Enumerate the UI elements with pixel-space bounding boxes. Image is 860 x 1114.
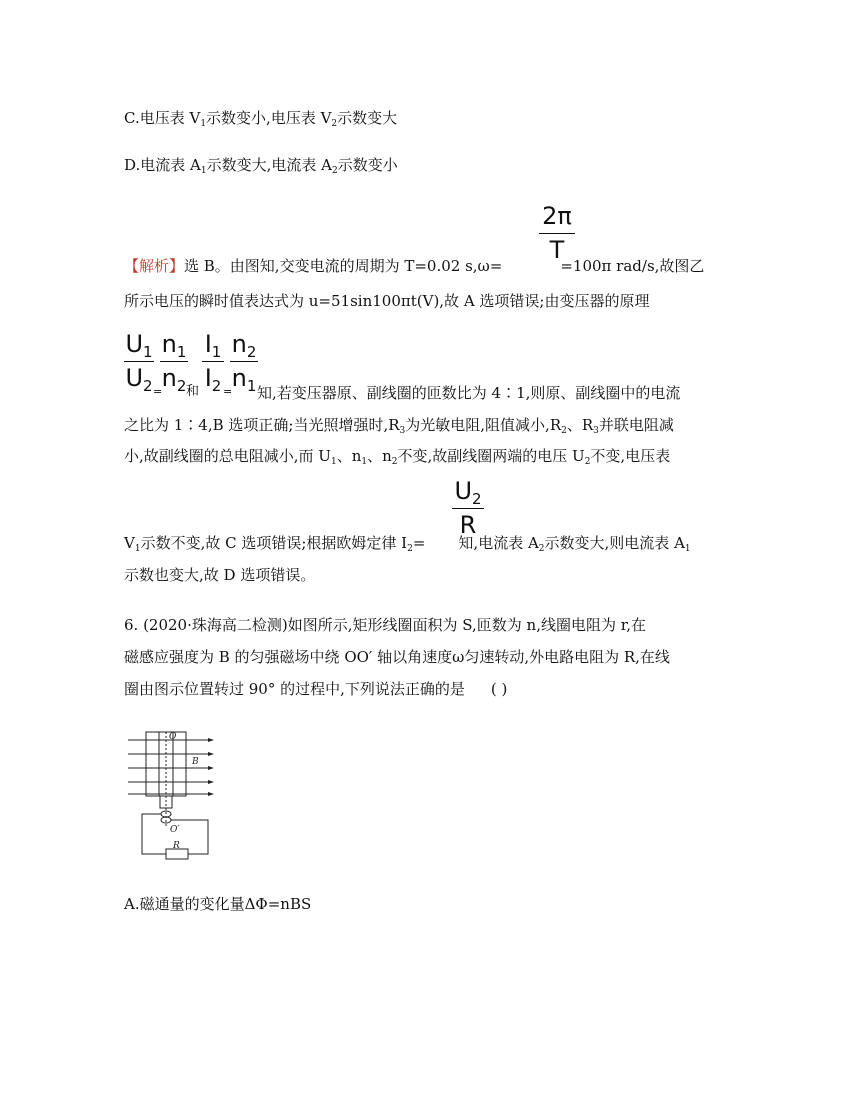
arrow-head-4 bbox=[208, 780, 214, 784]
arrow-head-5 bbox=[208, 792, 214, 796]
equals-1: = bbox=[153, 385, 163, 398]
analysis-line-4: 之比为 1∶4,B 选项正确;当光照增强时$,R_3$为光敏电阻,阻值减小$,R_2$、$R_3$并联电阻减 bbox=[124, 416, 674, 436]
analysis-tag: 【解析】 bbox=[124, 257, 185, 275]
answer-bracket: ( ) bbox=[490, 680, 508, 698]
question-6-line-3: 圈由图示位置转过 90° 的过程中,下列说法正确的是 ( ) bbox=[124, 680, 508, 698]
analysis-line-5: 小,故副线圈的总电阻减小,而 $U_1$、$n_1$、$n_2$不变,故副线圈两端的电压 $U_2$不变,电压表 bbox=[124, 447, 671, 467]
label-r: R bbox=[173, 841, 180, 851]
coil-figure bbox=[128, 728, 218, 860]
label-b: B bbox=[192, 757, 199, 767]
fraction-n1-n2: $n_1$ $n_2$ bbox=[161, 330, 187, 395]
question-6-line-1: 6. (2020·珠海高二检测)如图所示,矩形线圈面积为 S,匝数为 n,线圈电阻为 r,在 bbox=[124, 616, 647, 634]
analysis-line-2: 所示电压的瞬时值表达式为 u=51sin100πt(V),故 A 选项错误;由变压器的原理 bbox=[124, 292, 650, 310]
fraction-omega: 2π T bbox=[539, 202, 575, 264]
arrow-head-2 bbox=[208, 752, 214, 756]
equals-2: = bbox=[223, 385, 233, 398]
option-a: A.磁通量的变化量ΔΦ=nBS bbox=[124, 895, 312, 913]
analysis-line-6: $V_1$示数不变,故 C 选项错误;根据欧姆定律 $I_2=$ 知,电流表 $A_2$示数变大,则电流表 $A_1$ bbox=[124, 534, 691, 554]
label-o: O bbox=[169, 732, 177, 742]
analysis-line-3: 知,若变压器原、副线圈的匝数比为 4∶1,则原、副线圈中的电流 bbox=[257, 384, 681, 402]
arrow-head-3 bbox=[208, 766, 214, 770]
fraction-i1-i2: $I_1$ $I_2$ bbox=[202, 330, 224, 392]
fraction-u1-u2: $U_1$ $U_2$ bbox=[125, 330, 153, 395]
analysis-line-7: 示数也变大,故 D 选项错误。 bbox=[124, 566, 316, 584]
option-c: C.电压表 $V_1$示数变小,电压表 $V_2$示数变大 bbox=[124, 109, 398, 129]
arrow-head-1 bbox=[208, 738, 214, 742]
label-o-prime: O′ bbox=[170, 825, 180, 835]
option-d: D.电流表 $A_1$示数变大,电流表 $A_2$示数变小 bbox=[124, 156, 398, 176]
fraction-u2-r: $U_2$ R bbox=[452, 477, 484, 539]
question-6-line-2: 磁感应强度为 B 的匀强磁场中绕 OO′ 轴以角速度ω匀速转动,外电路电阻为 R,在线 bbox=[124, 648, 670, 666]
fraction-n2-n1: $n_2$ $n_1$ bbox=[231, 330, 257, 395]
analysis-line-1: 【解析】选 B。由图知,交变电流的周期为 T=0.02 s,ω= =100π rad/s,故图乙 bbox=[124, 257, 705, 275]
and-word: 和 bbox=[186, 384, 200, 399]
